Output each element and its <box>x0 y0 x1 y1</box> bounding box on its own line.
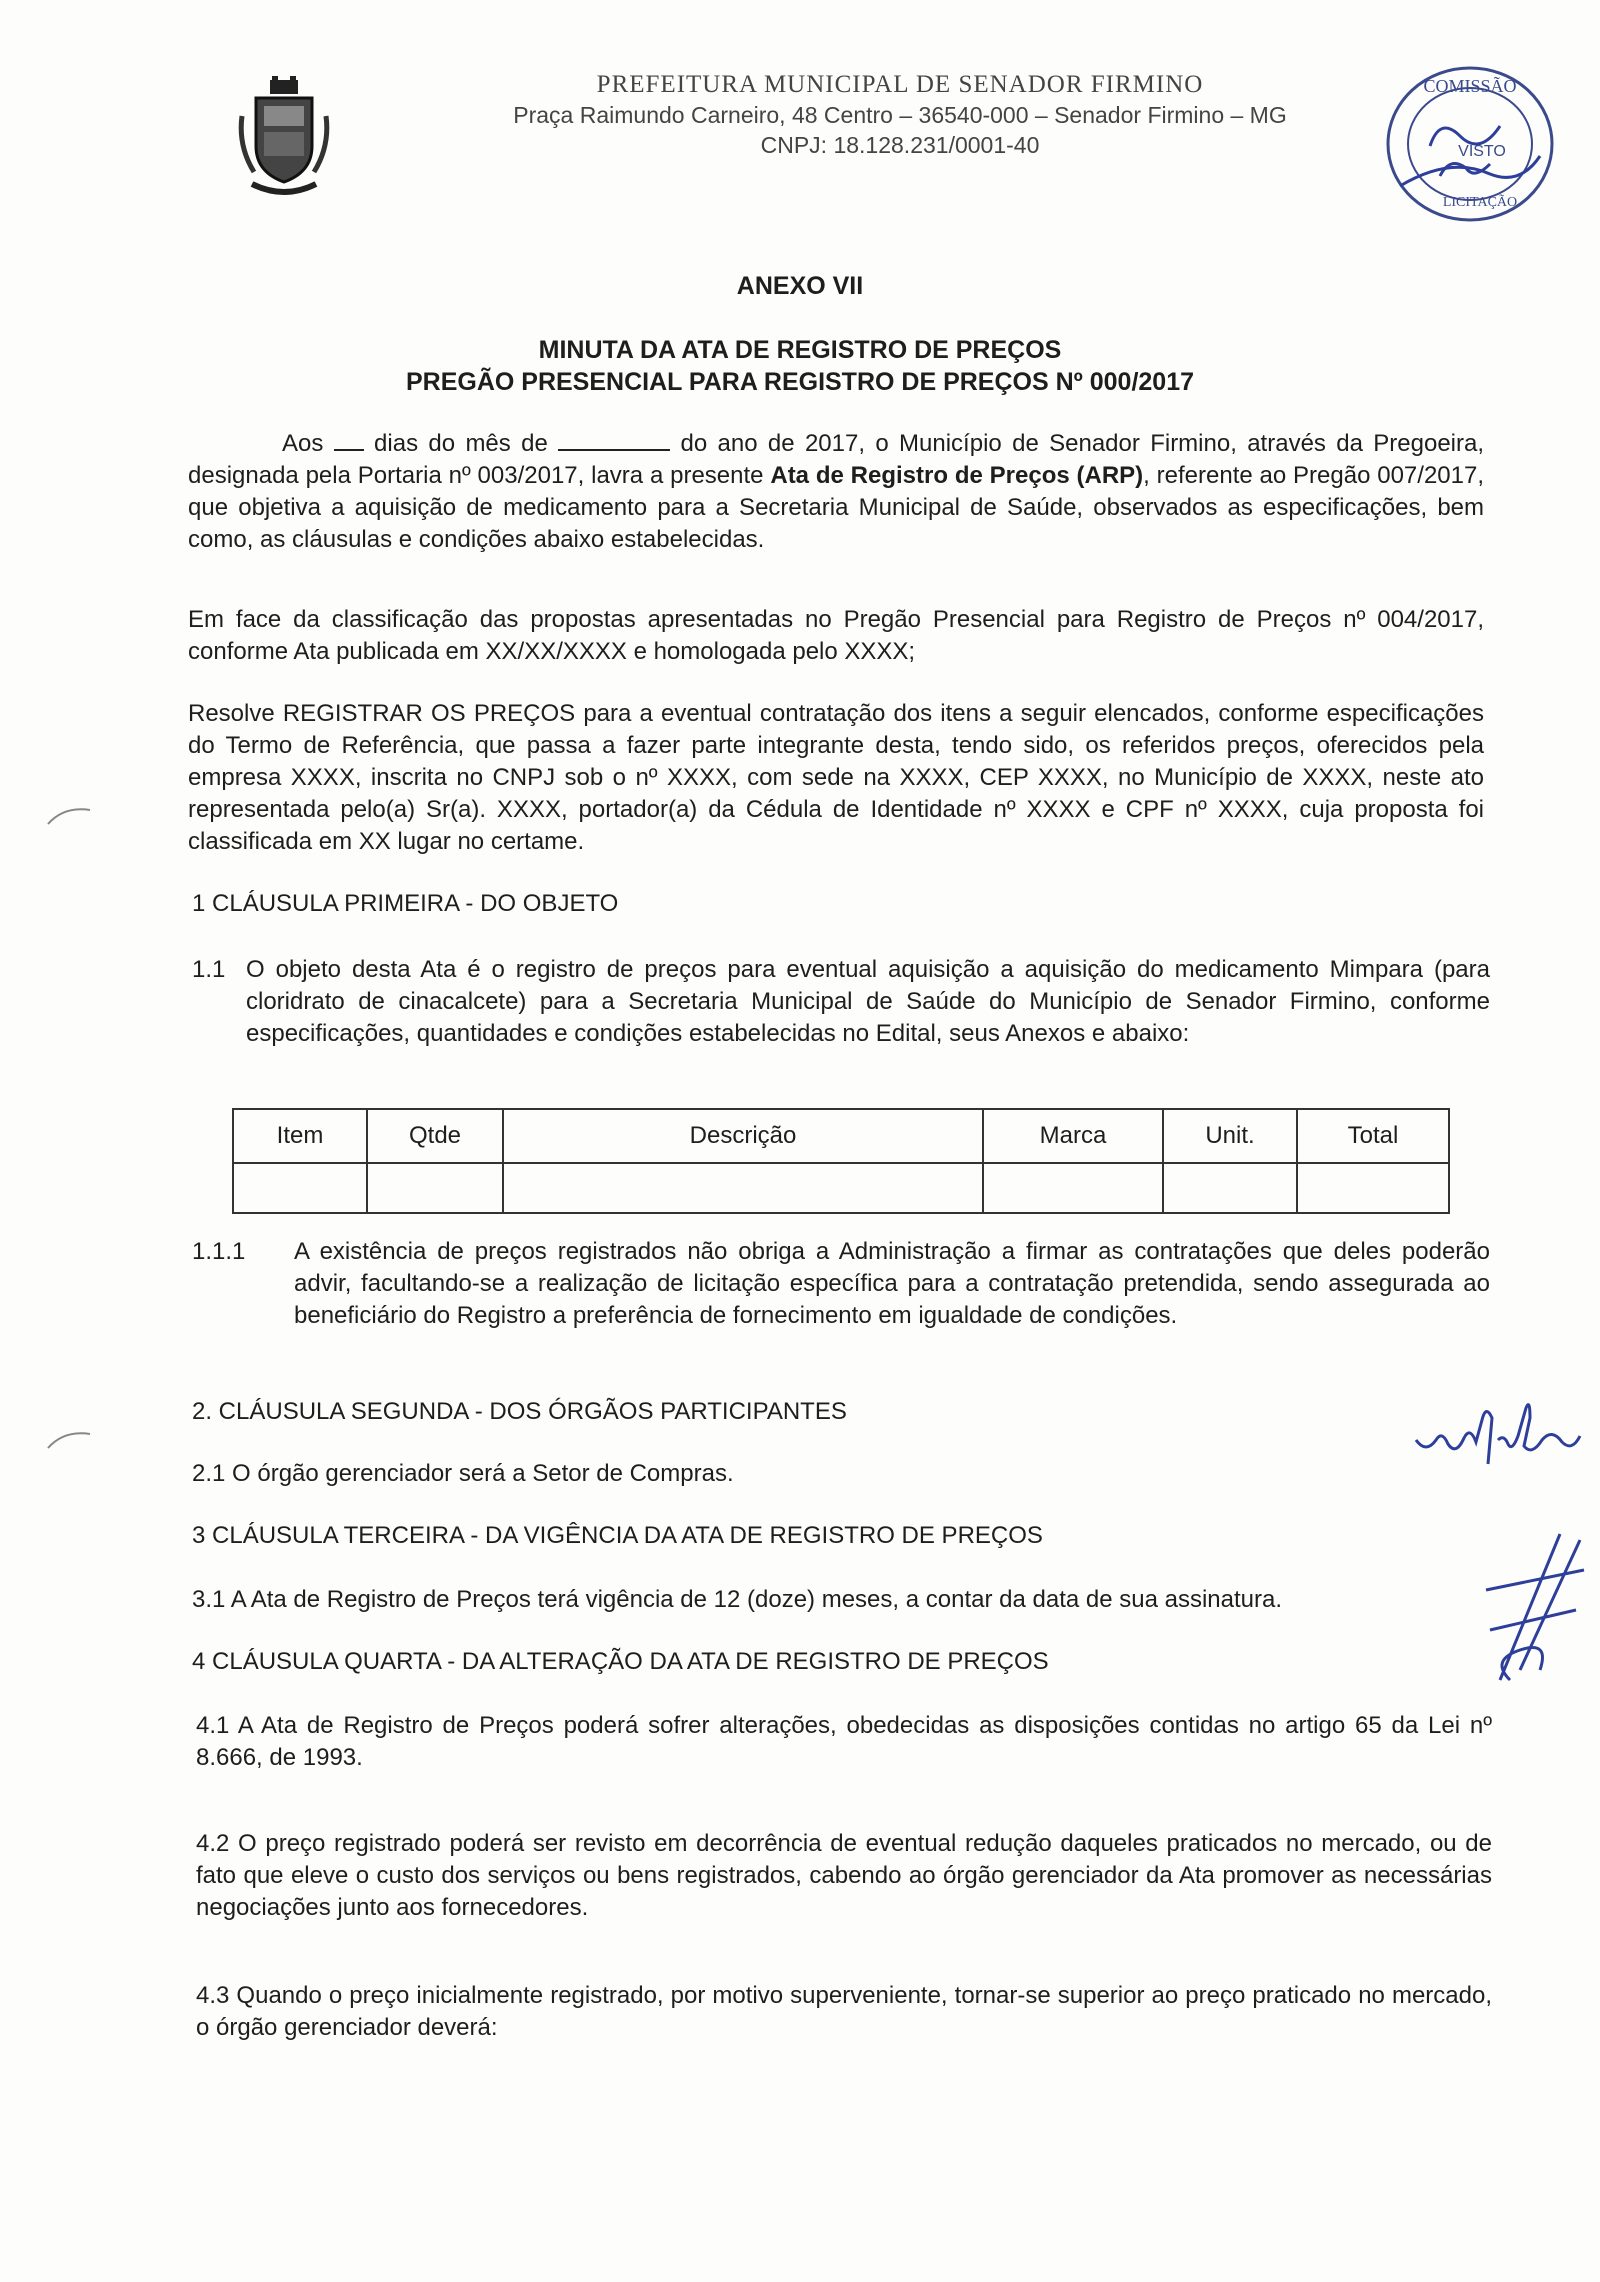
document-title <box>0 334 1600 398</box>
margin-mark-2 <box>44 1424 94 1454</box>
intro-paragraph-2: Em face da classificação das propostas apresentadas no Pregão Presencial para Registro de Preços nº 004/2017, conforme Ata publicada em XX/XX/XXXX e homologada pelo XXXX; <box>188 606 1484 665</box>
col-unit: Unit. <box>1163 1109 1297 1163</box>
org-address: Praça Raimundo Carneiro, 48 Centro – 36540-000 – Senador Firmino – MG <box>513 102 1287 128</box>
intro-text-a: Aos <box>282 430 324 457</box>
clause1-1-text: O objeto desta Ata é o registro de preços para eventual aquisição a aquisição do medicamento Mimpara (para cloridrato de cinacalcete) para a Secretaria Municipal de Saúde do Município de Senador Firmino, conforme especificações, quantidades e condições estabelecidas no Edital, seus Anexos e abaixo: <box>246 956 1490 1047</box>
stamp-line1: COMISSÃO <box>1423 76 1517 96</box>
col-descricao: Descrição <box>503 1109 983 1163</box>
stamp-line2: VISTO <box>1458 143 1506 160</box>
col-total: Total <box>1297 1109 1449 1163</box>
clause4-2-text: 4.2 O preço registrado poderá ser revisto em decorrência de eventual redução daqueles praticados no mercado, ou de fato que eleve o custo dos serviços ou bens registrados, cabendo ao órgão gerenciador da Ata promover as necessárias negociações junto aos fornecedores. <box>196 1830 1492 1921</box>
table-cell <box>503 1163 983 1213</box>
clause4-heading: 4 CLÁUSULA QUARTA - DA ALTERAÇÃO DA ATA DE REGISTRO DE PREÇOS <box>192 1648 1049 1675</box>
commission-stamp <box>1370 56 1560 226</box>
intro-text-d: , referente ao Pregão 007/2017, que objetiva a aquisição de medicamento para a Secretaria Municipal de Saúde, observados as especificações, bem como, as cláusulas e condições abaixo estabelecidas. <box>188 462 1485 553</box>
clause4-1-text: 4.1 A Ata de Registro de Preços poderá sofrer alterações, obedecidas as disposições contidas no artigo 65 da Lei nº 8.666, de 1993. <box>196 1712 1492 1771</box>
clause3-1-text: 3.1 A Ata de Registro de Preços terá vigência de 12 (doze) meses, a contar da data de sua assinatura. <box>192 1586 1282 1613</box>
day-blank <box>334 449 364 451</box>
municipal-crest-icon <box>234 76 334 200</box>
month-blank <box>558 449 670 451</box>
title-line1: MINUTA DA ATA DE REGISTRO DE PREÇOS <box>538 336 1062 364</box>
intro-paragraph-1 <box>188 428 1484 556</box>
col-qtde: Qtde <box>367 1109 503 1163</box>
stamp-line3: LICITAÇÃO <box>1442 195 1518 210</box>
margin-mark-1 <box>44 800 94 830</box>
org-cnpj: CNPJ: 18.128.231/0001-40 <box>760 132 1040 158</box>
clause4-3-text: 4.3 Quando o preço inicialmente registrado, por motivo superveniente, tornar-se superior ao preço praticado no mercado, o órgão gerenciador deverá: <box>196 1982 1492 2041</box>
handwritten-signature-1 <box>1412 1400 1582 1470</box>
table-cell <box>983 1163 1163 1213</box>
table-row <box>233 1163 1449 1213</box>
table-cell <box>367 1163 503 1213</box>
col-marca: Marca <box>983 1109 1163 1163</box>
annex-title: ANEXO VII <box>736 272 864 300</box>
clause1-1-number: 1.1 <box>192 956 226 983</box>
intro-text-c: do ano de 2017, o Município de Senador Firmino, através da Pregoeira, designada pela Portaria nº 003/2017, lavra a presente <box>188 430 1485 489</box>
table-cell <box>1297 1163 1449 1213</box>
intro-paragraph-3: Resolve REGISTRAR OS PREÇOS para a eventual contratação dos itens a seguir elencados, conforme especificações do Termo de Referência, que passa a fazer parte integrante desta, tendo sido, os referidos preços, oferecidos pela empresa XXXX, inscrita no CNPJ sob o nº XXXX, com sede na XXXX, CEP XXXX, no Município de XXXX, neste ato representada pelo(a) Sr(a). XXXX, portador(a) da Cédula de Identidade nº XXXX e CPF nº XXXX, cuja proposta foi classificada em XX lugar no certame. <box>188 700 1484 855</box>
org-name: PREFEITURA MUNICIPAL DE SENADOR FIRMINO <box>596 71 1204 98</box>
title-line2: PREGÃO PRESENCIAL PARA REGISTRO DE PREÇOS Nº 000/2017 <box>405 368 1195 396</box>
clause2-heading: 2. CLÁUSULA SEGUNDA - DOS ÓRGÃOS PARTICIPANTES <box>192 1398 847 1425</box>
items-table <box>232 1108 1450 1214</box>
letterhead <box>400 70 1400 160</box>
clause2-1-text: 2.1 O órgão gerenciador será a Setor de Compras. <box>192 1460 734 1487</box>
table-cell <box>233 1163 367 1213</box>
clause1-1-1-number: 1.1.1 <box>192 1238 246 1265</box>
table-cell <box>1163 1163 1297 1213</box>
col-item: Item <box>233 1109 367 1163</box>
clause1-1-1-text: A existência de preços registrados não obriga a Administração a firmar as contratações que deles poderão advir, facultando-se a realização de licitação específica para a contratação pretendida, sendo assegurada ao beneficiário do Registro a preferência de fornecimento em igualdade de condições. <box>294 1238 1490 1329</box>
intro-bold-arp: Ata de Registro de Preços (ARP) <box>770 462 1144 489</box>
items-table-header-row <box>233 1109 1449 1163</box>
handwritten-signature-2 <box>1480 1530 1590 1690</box>
clause1-heading: 1 CLÁUSULA PRIMEIRA - DO OBJETO <box>192 890 619 917</box>
intro-text-b: dias do mês de <box>374 430 548 457</box>
clause3-heading: 3 CLÁUSULA TERCEIRA - DA VIGÊNCIA DA ATA DE REGISTRO DE PREÇOS <box>192 1522 1043 1549</box>
